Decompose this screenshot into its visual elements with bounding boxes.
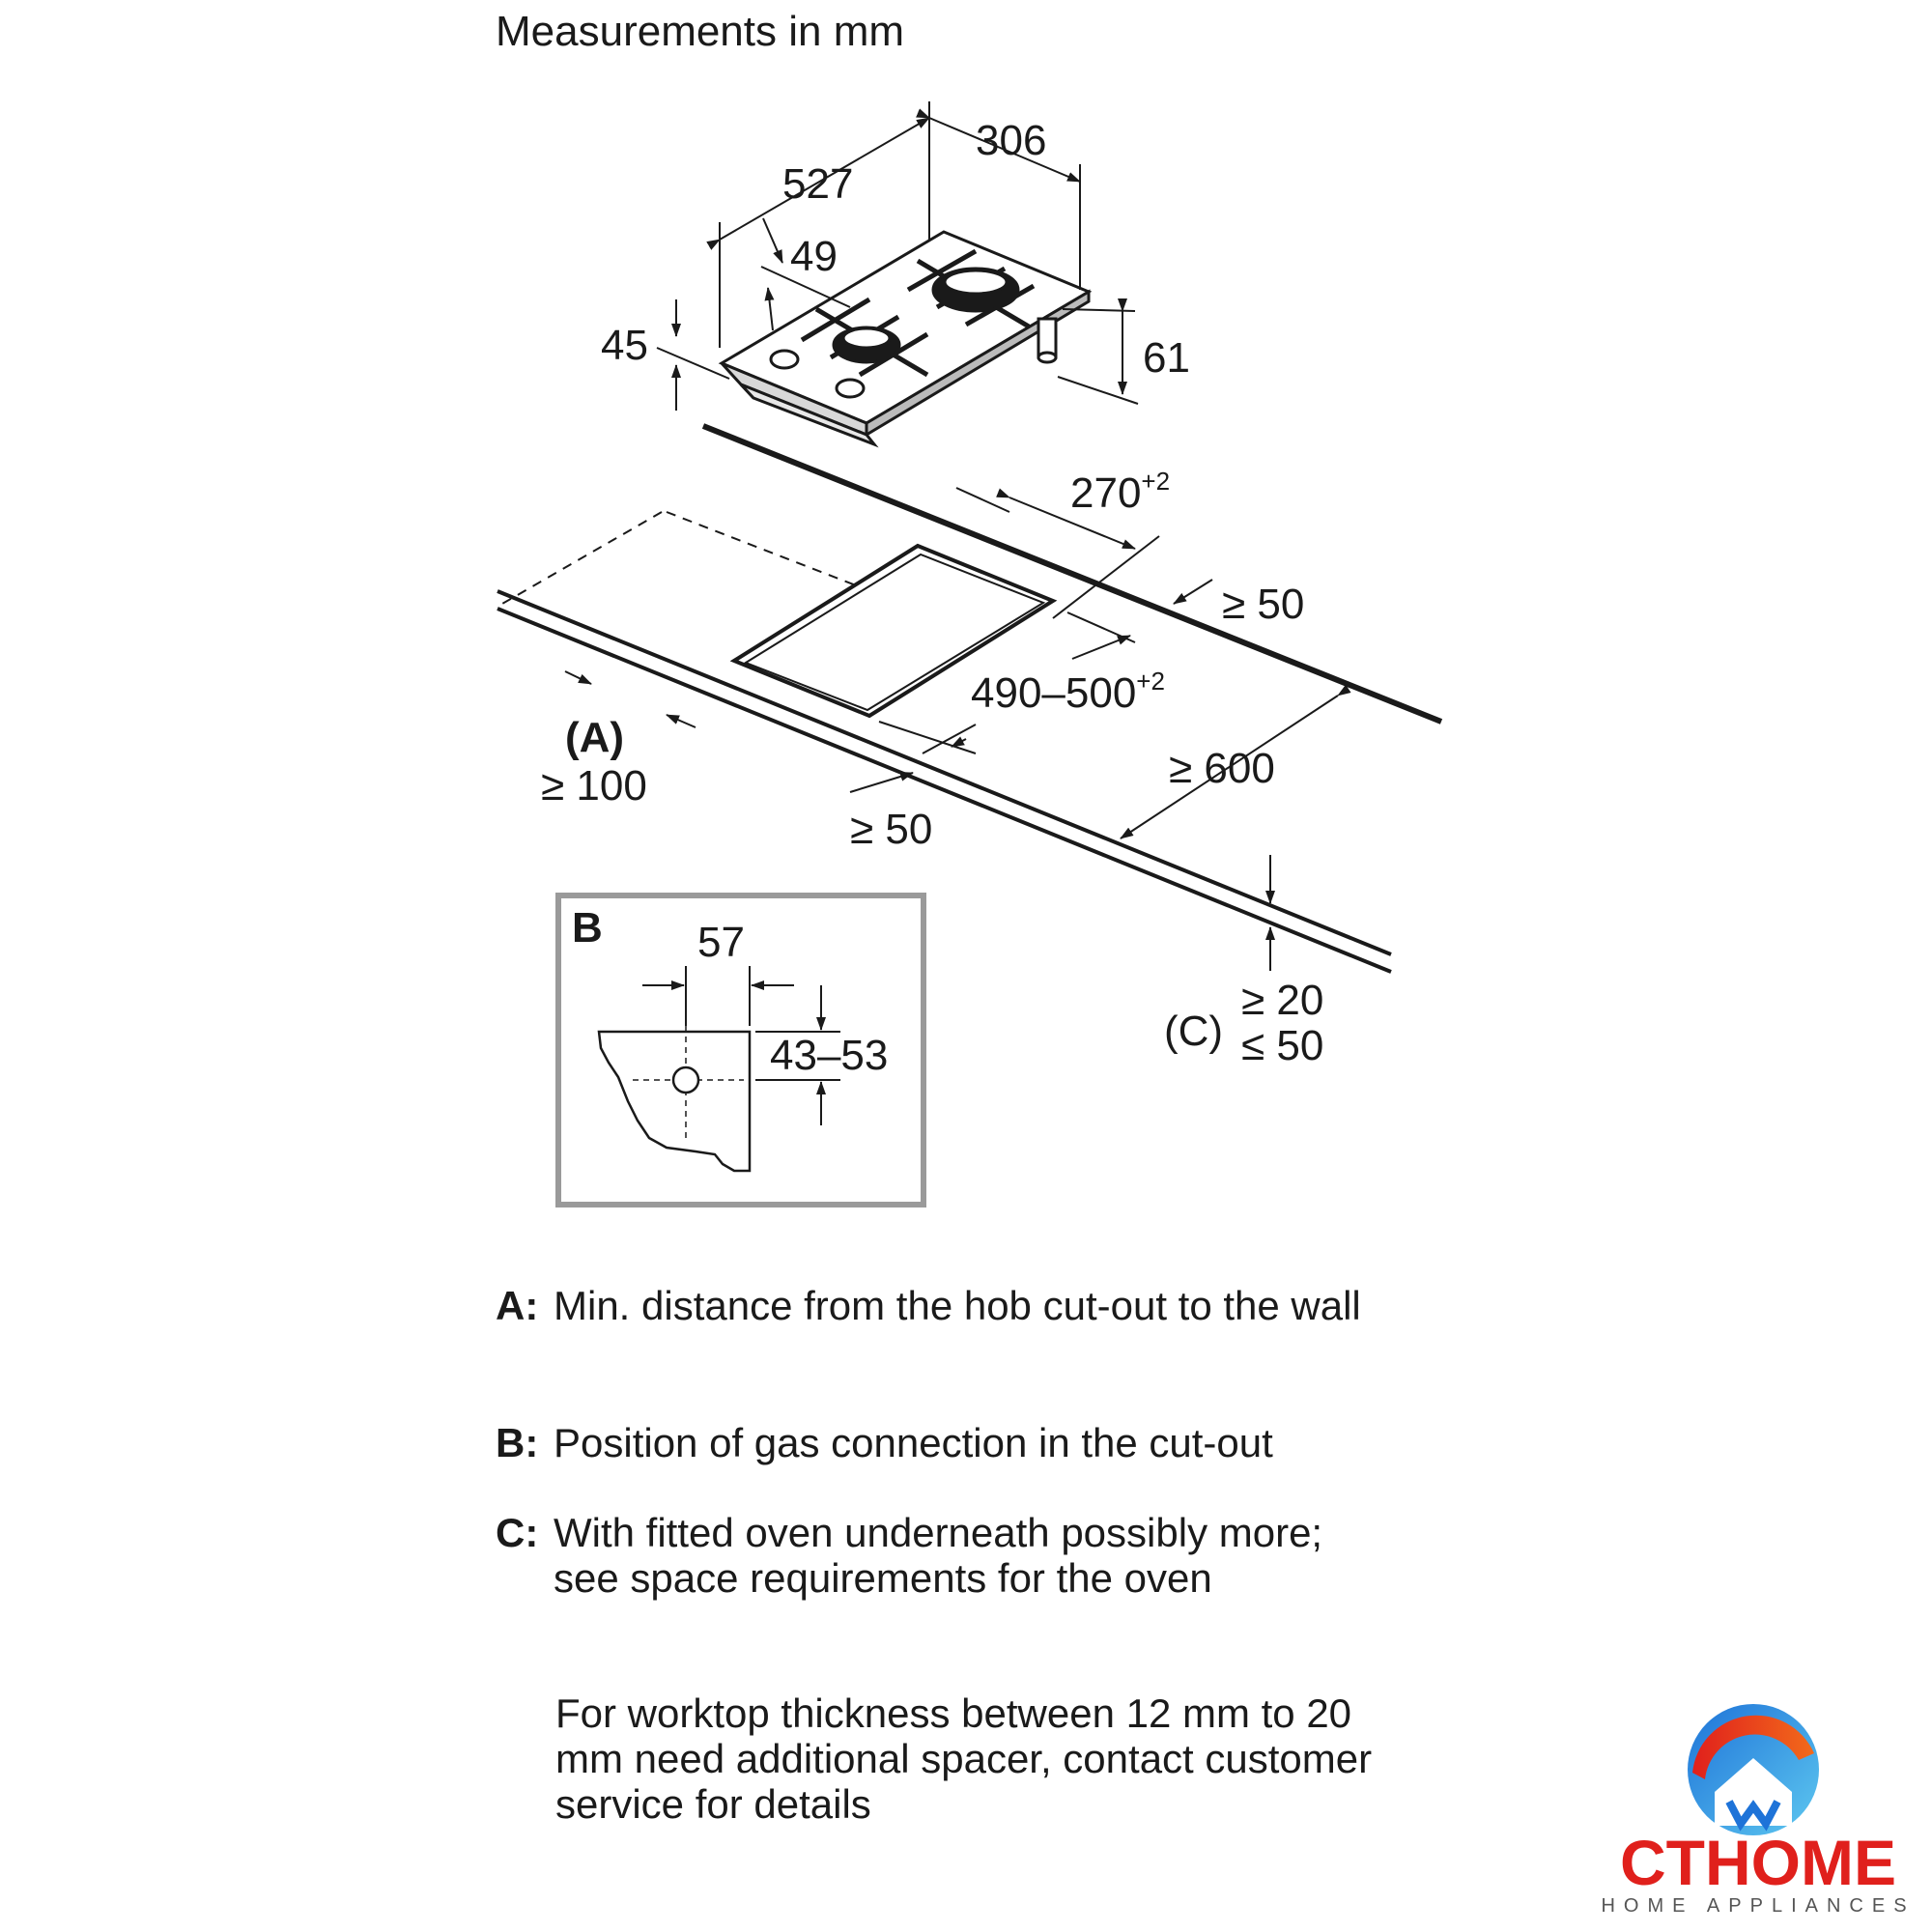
dim-min-50-side: ≥ 50 xyxy=(1222,581,1305,628)
label-c: (C) xyxy=(1164,1008,1224,1055)
dim-max-50: ≤ 50 xyxy=(1241,1022,1324,1069)
legend-key-b: B: xyxy=(496,1420,539,1465)
dim-490-500: $490-500^{+2}$ xyxy=(971,667,1165,717)
dim-43-53: 43–53 xyxy=(770,1032,889,1079)
dim-57: 57 xyxy=(697,919,745,966)
brand-name: CTHOME xyxy=(1620,1827,1896,1898)
legend-text-a: Min. distance from the hob cut-out to the wall xyxy=(554,1283,1361,1328)
legend-text-b: Position of gas connection in the cut-out xyxy=(554,1420,1273,1465)
worktop-illustration xyxy=(497,426,1441,972)
dim-min-100: ≥ 100 xyxy=(541,762,647,810)
label-b: B xyxy=(572,904,603,952)
dim-49: 49 xyxy=(790,233,838,280)
detail-b-box xyxy=(558,895,923,1205)
hob-illustration xyxy=(722,232,1089,444)
legend-key-c: C: xyxy=(496,1510,539,1555)
legend-key-a: A: xyxy=(496,1283,539,1328)
dim-min-20: ≥ 20 xyxy=(1241,977,1324,1024)
dim-306: 306 xyxy=(976,117,1047,164)
page-title: Measurements in mm xyxy=(496,8,905,55)
worktop-note: For worktop thickness between 12 mm to 20 mm need additional spacer, contact customer service for details xyxy=(555,1690,1373,1827)
dim-min-600: ≥ 600 xyxy=(1169,745,1275,792)
legend-b xyxy=(496,1420,1404,1465)
label-a: (A) xyxy=(565,714,625,761)
dim-61: 61 xyxy=(1143,334,1190,382)
legend-c xyxy=(496,1510,1346,1601)
brand-tagline: HOME APPLIANCES xyxy=(1601,1895,1916,1917)
legend-a xyxy=(496,1283,1404,1328)
dim-45: 45 xyxy=(601,322,648,369)
dim-min-50-front: ≥ 50 xyxy=(850,806,933,853)
legend-text-c: With fitted oven underneath possibly more; see space requirements for the oven xyxy=(554,1510,1323,1601)
dim-270: $270^{+2}$ xyxy=(1070,467,1171,517)
dim-527: 527 xyxy=(782,160,854,208)
